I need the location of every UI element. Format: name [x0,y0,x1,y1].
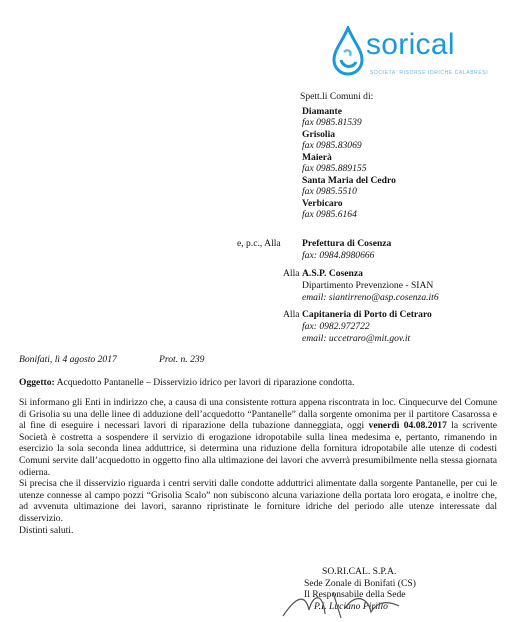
body-line: medesima e, pertanto, rimanendo in esercizio la sola seconda linea adduttrice, si determina una riduzione della [19,431,497,455]
company-logo [330,26,498,84]
body-line: la scrivente Società è costretta a sospendere il servizio di erogazione idropotabile sulla linea [19,420,498,443]
recipient-name: Capitaneria di Porto di Cetraro [302,309,432,320]
body-line: fornitura idropotabile alle utenze di codesti Comuni servite dall’acquedotto in oggetto fino alla ultimazione dei [19,443,498,466]
body-line: per cui le utenze connesse al campo pozzi “Grisolia Scalo” non subiscono alcuna variazione della portata loro [19,478,497,501]
subject-text: Acquedotto Pantanelle – Disservizio idrico per lavori di riparazione condotta. [56,377,355,388]
recipient-name: Verbicaro [302,198,343,209]
recipient-email: email: uccetraro@mit.gov.it [302,333,411,344]
body-line: Si informano gli Enti in indirizzo che, a causa di una consistente rottura appena riscontrata in loc. Cinquecurve del [19,397,462,408]
recipient-fax: fax 0985.81539 [302,117,362,128]
body-line: lavori che avverrà presumibilmente nella stessa giornata odierna. [19,454,497,478]
recipient-name: Santa Maria del Cedro [302,175,396,186]
letter-body [19,397,497,536]
closing: Distinti saluti. [19,524,74,536]
recipient-fax: fax: 0984.8980666 [302,250,375,261]
cc-prefix: e, p.c., Alla [237,238,281,249]
logo-tagline: SOCIETA' RISORSE IDRICHE CALABRESI [370,70,489,76]
recipients-heading: Spett.li Comuni di: [300,91,374,102]
recipient-name: Prefettura di Cosenza [302,238,392,249]
cc-prefix: Alla [283,309,300,320]
body-line: Si precisa che il disservizio riguarda i centri serviti dalle condotte adduttrici alimentate dalla sorgente Pantanelle, [19,478,458,490]
subject-line [19,377,354,389]
paragraph-2 [19,478,497,524]
body-line: partitore Casarossa e al fine di eseguire i necessari lavori di riparazione della tubazione danneggiata, oggi [19,408,497,432]
protocol-number: Prot. n. 239 [159,354,205,365]
recipient-fax: fax 0985.83069 [302,140,362,151]
recipient-name: A.S.P. Cosenza [302,268,363,279]
company-name: SO.RI.CAL. S.P.A. [322,566,397,577]
recipient-name: Diamante [302,106,342,117]
signatory-role: Il Responsabile della Sede [304,589,406,600]
cc-prefix: Alla [283,268,300,279]
logo-wordmark: sorical [366,28,455,61]
recipient-name: Grisolia [302,129,336,140]
body-line: Comune di Grisolia su una delle linee di adduzione dell’acquedotto “Pantanelle” dalla sorgente omonima per il [19,397,497,420]
recipient-fax: fax 0985.5510 [302,186,357,197]
recipient-email: email: siantirreno@asp.cosenza.it6 [302,292,439,303]
bold-date: venerdì 04.08.2017 [368,420,447,432]
recipient-fax: fax 0985.889155 [302,163,367,174]
handwritten-signature [275,588,405,620]
signatory-name: P.I. Luciano Pirillo [314,600,388,612]
recipient-name: Maierà [302,152,332,163]
recipient-department: Dipartimento Prevenzione - SIAN [302,280,434,291]
office-name: Sede Zonale di Bonifati (CS) [304,577,416,589]
body-line: utenze interessate dal disservizio. [19,501,497,524]
water-drop-icon [330,26,366,78]
recipient-fax: fax 0985.6164 [302,209,357,220]
subject-label: Oggetto: [19,377,55,388]
recipient-fax: fax: 0982.972722 [302,321,370,332]
body-line: erogata, e inoltre che, ad avvenuta ultimazione dei lavori, saranno ripristinate le forniture idriche del periodo alle [19,489,497,513]
paragraph-1 [19,397,497,478]
place-date: Bonifati, lì 4 agosto 2017 [19,354,117,365]
